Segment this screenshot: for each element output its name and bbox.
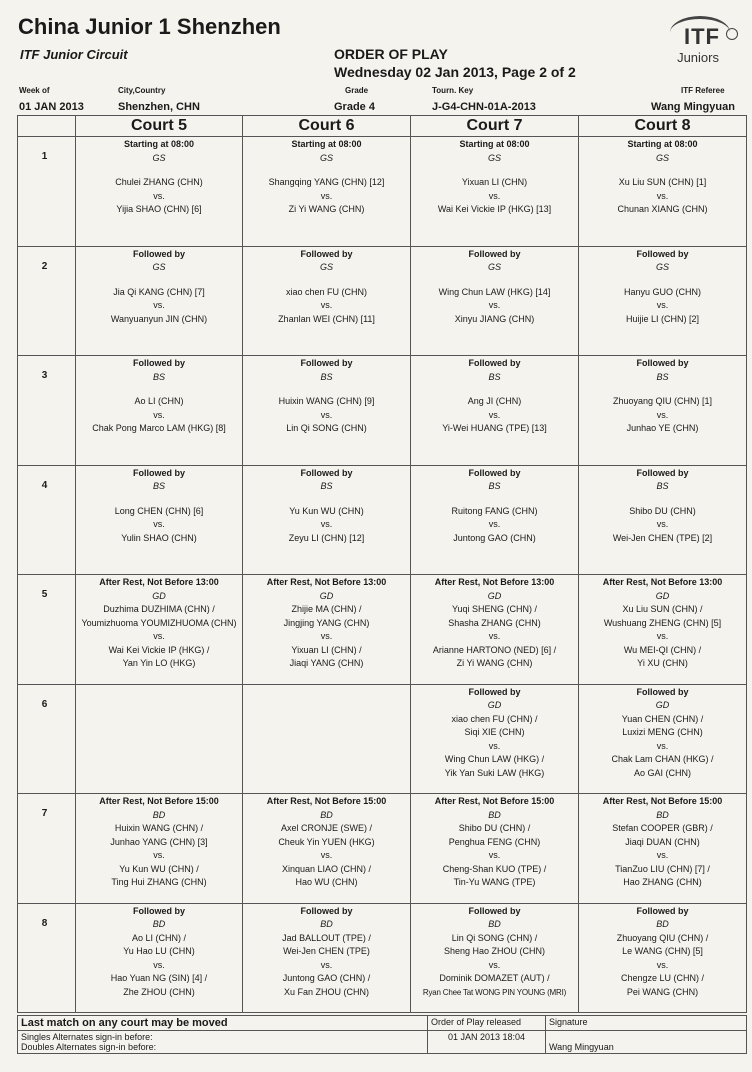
player-name: Huijie LI (CHN) [2] — [625, 313, 699, 324]
event-code: BD — [152, 809, 166, 820]
versus-label: vs. — [656, 519, 669, 529]
match-time-heading: Followed by — [132, 248, 185, 259]
match-cell — [579, 684, 747, 794]
player-name: Ting Hui ZHANG (CHN) — [111, 877, 207, 887]
match-row — [18, 246, 747, 356]
match-cell — [243, 575, 411, 685]
match-time-heading: Followed by — [468, 358, 521, 368]
match-number: 3 — [41, 370, 48, 381]
versus-label: vs. — [656, 300, 669, 310]
versus-label: vs. — [320, 300, 333, 310]
event-code: BS — [152, 371, 165, 382]
player-name: Wu MEI-QI (CHN) / — [623, 644, 702, 655]
match-cell — [76, 794, 243, 904]
event-code: GS — [487, 152, 501, 163]
match-cell — [243, 903, 411, 1013]
player-name: Wanyuanyun JIN (CHN) — [110, 313, 208, 324]
player-name: Yik Yan Suki LAW (HKG) — [444, 767, 545, 778]
match-time-heading: Followed by — [300, 358, 353, 368]
match-cell — [411, 465, 579, 575]
player-name: Yijia SHAO (CHN) [6] — [116, 204, 202, 214]
match-cell — [411, 794, 579, 904]
player-name: Jad BALLOUT (TPE) / — [282, 932, 371, 943]
player-name: Penghua FENG (CHN) — [448, 836, 541, 847]
match-row — [18, 137, 747, 247]
match-row — [18, 575, 747, 685]
player-name: Hao ZHANG (CHN) — [623, 877, 702, 887]
court-header: Court 6 — [243, 116, 411, 137]
event-code: GS — [655, 262, 669, 272]
released-label: Order of Play released — [428, 1016, 546, 1031]
event-code: BS — [656, 371, 669, 382]
match-cell — [243, 465, 411, 575]
player-name: Chengze LU (CHN) / — [620, 973, 705, 983]
itf-juniors-logo — [658, 14, 738, 72]
player-name: Yuqi SHENG (CHN) / — [451, 604, 538, 614]
match-time-heading: Starting at 08:00 — [627, 139, 698, 149]
court-header: Court 5 — [76, 116, 243, 137]
player-name: Lin Qi SONG (CHN) / — [451, 932, 538, 943]
player-name: Siqi XIE (CHN) — [464, 727, 525, 737]
match-cell — [76, 465, 243, 575]
player-name: Wushuang ZHENG (CHN) [5] — [603, 617, 722, 628]
player-name: Juntong GAO (CHN) — [453, 532, 536, 543]
versus-label: vs. — [488, 850, 501, 860]
player-name: Axel CRONJE (SWE) / — [280, 823, 372, 833]
match-time-heading: Followed by — [468, 248, 521, 259]
match-time-heading: Followed by — [132, 467, 185, 478]
match-time-heading: Followed by — [636, 248, 689, 259]
versus-label: vs. — [656, 631, 669, 641]
match-number: 1 — [41, 151, 48, 162]
versus-label: vs. — [488, 300, 501, 310]
match-cell — [579, 465, 747, 575]
player-name: xiao chen FU (CHN) — [285, 286, 368, 297]
player-name: Hanyu GUO (CHN) — [623, 286, 701, 297]
match-time-heading: Followed by — [300, 467, 353, 478]
grade-value: Grade 4 — [334, 101, 375, 113]
match-time-heading: After Rest, Not Before 15:00 — [602, 796, 723, 806]
grade-label: Grade — [345, 86, 369, 95]
signature-value: Wang Mingyuan — [546, 1031, 747, 1054]
match-number: 4 — [41, 479, 48, 491]
match-cell — [76, 575, 243, 685]
versus-label: vs. — [488, 409, 501, 420]
signature-label: Signature — [546, 1016, 747, 1031]
match-cell — [243, 356, 411, 466]
event-code: GD — [319, 590, 334, 601]
match-cell — [579, 794, 747, 904]
player-name: Le WANG (CHN) [5] — [622, 946, 703, 956]
match-number-cell — [18, 356, 76, 466]
player-name: Cheuk Yin YUEN (HKG) — [278, 836, 375, 847]
match-time-heading: Followed by — [300, 248, 353, 259]
match-time-heading: Starting at 08:00 — [459, 139, 530, 149]
versus-label: vs. — [320, 631, 333, 641]
versus-label: vs. — [488, 190, 501, 201]
event-code: GD — [152, 590, 166, 601]
match-number-cell — [18, 794, 76, 904]
match-time-heading: Starting at 08:00 — [123, 139, 195, 149]
match-time-heading: Followed by — [468, 467, 521, 478]
order-of-play-heading: ORDER OF PLAY — [334, 46, 448, 62]
versus-label: vs. — [320, 519, 333, 529]
player-name: Wai Kei Vickie IP (HKG) / — [108, 644, 210, 655]
player-name: Wing Chun LAW (HKG) / — [444, 754, 545, 764]
tourn-key-label: Tourn. Key — [432, 86, 474, 95]
match-row — [18, 903, 747, 1013]
player-name: Huixin WANG (CHN) [9] — [278, 396, 375, 406]
player-name: Shibo DU (CHN) — [629, 505, 696, 516]
match-number-cell — [18, 903, 76, 1013]
court-header: Court 8 — [579, 116, 747, 137]
match-time-heading: Followed by — [132, 905, 185, 916]
event-code: GD — [655, 590, 670, 601]
referee-value: Wang Mingyuan — [651, 101, 735, 113]
match-time-heading: After Rest, Not Before 13:00 — [266, 577, 387, 587]
match-number-cell — [18, 684, 76, 794]
match-cell — [411, 246, 579, 356]
versus-label: vs. — [320, 850, 333, 860]
match-time-heading: Followed by — [300, 905, 353, 916]
match-cell — [76, 903, 243, 1013]
player-name: Ao LI (CHN) — [134, 396, 184, 406]
event-code: GS — [655, 152, 669, 163]
released-value: 01 JAN 2013 18:04 — [428, 1031, 546, 1054]
match-row — [18, 794, 747, 904]
match-cell — [411, 903, 579, 1013]
event-code: BD — [656, 919, 669, 929]
match-row — [18, 356, 747, 466]
versus-label: vs. — [488, 959, 501, 970]
player-name: Wei-Jen CHEN (TPE) [2] — [612, 532, 713, 543]
city-label: City,Country — [118, 86, 166, 95]
player-name: Zi Yi WANG (CHN) — [456, 658, 533, 668]
player-name: Wei-Jen CHEN (TPE) — [283, 946, 370, 956]
match-number: 5 — [41, 589, 48, 600]
player-name: Shangqing YANG (CHN) [12] — [268, 177, 385, 187]
event-code: BD — [320, 809, 333, 820]
event-code: BS — [152, 481, 165, 491]
match-cell — [411, 575, 579, 685]
player-name: Wing Chun LAW (HKG) [14] — [438, 286, 551, 297]
match-cell — [579, 356, 747, 466]
versus-label: vs. — [656, 740, 669, 751]
player-name: Zhuoyang QIU (CHN) / — [616, 932, 709, 943]
match-time-heading: Starting at 08:00 — [291, 139, 362, 149]
event-code: GD — [655, 700, 670, 710]
versus-label: vs. — [488, 631, 501, 641]
versus-label: vs. — [488, 740, 501, 751]
player-name: Dominik DOMAZET (AUT) / — [439, 973, 550, 983]
player-name: Hao WU (CHN) — [295, 877, 358, 887]
match-cell — [243, 684, 411, 794]
versus-label: vs. — [153, 409, 165, 420]
player-name: Zhuoyang QIU (CHN) [1] — [612, 396, 713, 406]
versus-label: vs. — [320, 190, 333, 201]
footer-table — [17, 1015, 747, 1054]
date-page-line: Wednesday 02 Jan 2013, Page 2 of 2 — [334, 64, 576, 80]
player-name: Luxizi MENG (CHN) — [622, 727, 703, 737]
versus-label: vs. — [153, 631, 165, 641]
match-time-heading: Followed by — [468, 686, 521, 697]
player-name: Long CHEN (CHN) [6] — [114, 505, 204, 516]
player-name: Chulei ZHANG (CHN) — [115, 177, 203, 187]
circuit-subtitle: ITF Junior Circuit — [20, 47, 128, 62]
event-code: GS — [152, 152, 166, 163]
match-cell — [411, 356, 579, 466]
match-cell — [411, 137, 579, 247]
player-name: Zhe ZHOU (CHN) — [123, 986, 195, 997]
event-code: BD — [488, 809, 501, 820]
match-cell — [76, 246, 243, 356]
player-name: Jiaqi YANG (CHN) — [289, 658, 364, 668]
player-name: Yulin SHAO (CHN) — [121, 532, 197, 543]
match-number: 7 — [41, 808, 48, 819]
player-name: Zeyu LI (CHN) [12] — [288, 532, 365, 543]
match-time-heading: After Rest, Not Before 13:00 — [434, 577, 555, 587]
match-number-cell — [18, 465, 76, 575]
player-name: Shasha ZHANG (CHN) — [448, 617, 541, 628]
match-cell — [243, 137, 411, 247]
versus-label: vs. — [488, 519, 501, 529]
event-code: BD — [152, 919, 166, 929]
player-name: Duzhima DUZHIMA (CHN) / — [103, 604, 215, 614]
player-name: Jiaqi DUAN (CHN) — [625, 836, 700, 847]
player-name: Xinquan LIAO (CHN) / — [281, 863, 372, 874]
versus-label: vs. — [153, 300, 165, 310]
corner-cell — [18, 116, 76, 137]
player-name: Jingjing YANG (CHN) — [283, 617, 370, 628]
player-name: Shibo DU (CHN) / — [458, 823, 531, 833]
versus-label: vs. — [153, 850, 165, 860]
player-name: Chak Lam CHAN (HKG) / — [611, 754, 714, 764]
versus-label: vs. — [153, 519, 165, 529]
player-name: TianZuo LIU (CHN) [7] / — [615, 863, 710, 874]
versus-label: vs. — [320, 959, 333, 970]
player-name: Ao LI (CHN) / — [131, 932, 186, 943]
player-name: Stefan COOPER (GBR) / — [612, 823, 713, 833]
match-cell — [579, 903, 747, 1013]
player-name: Hao Yuan NG (SIN) [4] / — [110, 973, 208, 983]
versus-label: vs. — [656, 850, 669, 860]
player-name: Chak Pong Marco LAM (HKG) [8] — [92, 423, 226, 433]
match-number-cell — [18, 575, 76, 685]
player-name: Youmizhuoma YOUMIZHUOMA (CHN) — [81, 617, 237, 628]
last-match-note: Last match on any court may be moved — [18, 1016, 428, 1031]
match-cell — [411, 684, 579, 794]
alternates-info — [18, 1031, 428, 1054]
singles-alternates: Singles Alternates sign-in before: — [21, 1032, 153, 1042]
logo-text: ITF — [684, 24, 720, 49]
match-cell — [243, 246, 411, 356]
player-name: Ryan Chee Tat WONG PIN YOUNG (MRI) — [422, 987, 567, 997]
player-name: Xu Fan ZHOU (CHN) — [283, 986, 369, 997]
player-name: Yi-Wei HUANG (TPE) [13] — [442, 423, 547, 433]
player-name: Sheng Hao ZHOU (CHN) — [443, 946, 546, 956]
event-code: GS — [152, 262, 166, 272]
event-code: BS — [488, 371, 501, 382]
match-cell — [76, 684, 243, 794]
match-time-heading: Followed by — [636, 905, 689, 916]
player-name: Yu Kun WU (CHN) — [289, 505, 364, 516]
event-code: GD — [487, 590, 502, 601]
event-code: BS — [656, 481, 669, 491]
player-name: Chunan XIANG (CHN) — [617, 204, 708, 214]
match-time-heading: Followed by — [636, 686, 689, 697]
event-code: GS — [319, 262, 333, 272]
event-code: GS — [487, 262, 501, 272]
match-number: 6 — [41, 698, 48, 710]
match-cell — [243, 794, 411, 904]
event-code: BD — [656, 809, 669, 820]
player-name: Lin Qi SONG (CHN) — [286, 423, 367, 433]
match-number: 8 — [41, 917, 48, 929]
player-name: Junhao YE (CHN) — [626, 423, 699, 433]
player-name: Cheng-Shan KUO (TPE) / — [442, 863, 547, 874]
match-number-cell — [18, 137, 76, 247]
player-name: Yi XU (CHN) — [637, 658, 688, 668]
match-time-heading: After Rest, Not Before 13:00 — [99, 577, 219, 587]
versus-label: vs. — [153, 959, 165, 970]
court-header: Court 7 — [411, 116, 579, 137]
event-code: BD — [488, 919, 501, 929]
match-time-heading: After Rest, Not Before 15:00 — [99, 796, 219, 806]
match-time-heading: After Rest, Not Before 15:00 — [434, 796, 555, 806]
match-number-cell — [18, 246, 76, 356]
referee-label: ITF Referee — [681, 86, 725, 95]
event-code: BS — [488, 481, 501, 491]
order-of-play-table — [17, 115, 747, 1013]
match-time-heading: After Rest, Not Before 13:00 — [602, 577, 723, 587]
week-of-label: Week of — [19, 86, 50, 95]
match-row — [18, 465, 747, 575]
match-cell — [579, 575, 747, 685]
match-cell — [579, 246, 747, 356]
versus-label: vs. — [656, 409, 669, 420]
match-time-heading: Followed by — [636, 467, 689, 478]
city-value: Shenzhen, CHN — [118, 101, 200, 113]
versus-label: vs. — [656, 959, 669, 970]
player-name: Zhijie MA (CHN) / — [291, 604, 362, 614]
player-name: Huixin WANG (CHN) / — [114, 823, 204, 833]
player-name: Tin-Yu WANG (TPE) — [453, 877, 536, 887]
match-cell — [76, 137, 243, 247]
player-name: Yu Hao LU (CHN) — [123, 946, 195, 956]
week-of-value: 01 JAN 2013 — [19, 101, 84, 113]
event-code: GD — [487, 700, 502, 710]
match-number: 2 — [41, 260, 48, 272]
player-name: Junhao YANG (CHN) [3] — [110, 836, 208, 847]
logo-subtext: Juniors — [677, 50, 719, 65]
page-title: China Junior 1 Shenzhen — [18, 14, 281, 39]
player-name: Zhanlan WEI (CHN) [11] — [278, 313, 375, 324]
player-name: Yan Yin LO (HKG) — [122, 658, 196, 668]
match-cell — [579, 137, 747, 247]
event-code: BS — [320, 371, 333, 382]
match-time-heading: After Rest, Not Before 15:00 — [266, 796, 387, 806]
match-cell — [76, 356, 243, 466]
event-code: BS — [320, 481, 333, 491]
player-name: Yuan CHEN (CHN) / — [621, 713, 704, 724]
doubles-alternates: Doubles Alternates sign-in before: — [21, 1042, 157, 1052]
player-name: xiao chen FU (CHN) / — [451, 713, 538, 724]
player-name: Ruitong FANG (CHN) — [451, 505, 538, 516]
player-name: Juntong GAO (CHN) / — [282, 973, 371, 983]
player-name: Pei WANG (CHN) — [626, 986, 699, 997]
player-name: Zi Yi WANG (CHN) — [288, 204, 365, 214]
player-name: Wai Kei Vickie IP (HKG) [13] — [437, 204, 552, 214]
event-code: GS — [319, 152, 333, 163]
match-time-heading: Followed by — [636, 358, 689, 368]
registered-mark-icon — [726, 28, 738, 40]
player-name: Yu Kun WU (CHN) / — [119, 863, 199, 874]
player-name: Ao GAI (CHN) — [633, 767, 691, 778]
versus-label: vs. — [320, 409, 333, 420]
player-name: Arianne HARTONO (NED) [6] / — [432, 644, 557, 655]
player-name: Ang JI (CHN) — [467, 396, 522, 406]
player-name: Xu Liu SUN (CHN) / — [622, 604, 703, 614]
player-name: Xinyu JIANG (CHN) — [454, 313, 535, 324]
player-name: Yixuan LI (CHN) / — [291, 644, 362, 655]
player-name: Jia Qi KANG (CHN) [7] — [113, 286, 205, 297]
player-name: Yixuan LI (CHN) — [461, 177, 528, 187]
match-time-heading: Followed by — [132, 358, 185, 368]
tourn-key-value: J-G4-CHN-01A-2013 — [432, 101, 536, 113]
match-time-heading: Followed by — [468, 905, 521, 916]
match-row — [18, 684, 747, 794]
versus-label: vs. — [153, 190, 165, 201]
player-name: Xu Liu SUN (CHN) [1] — [618, 177, 707, 187]
versus-label: vs. — [656, 190, 669, 201]
event-code: BD — [320, 919, 333, 929]
